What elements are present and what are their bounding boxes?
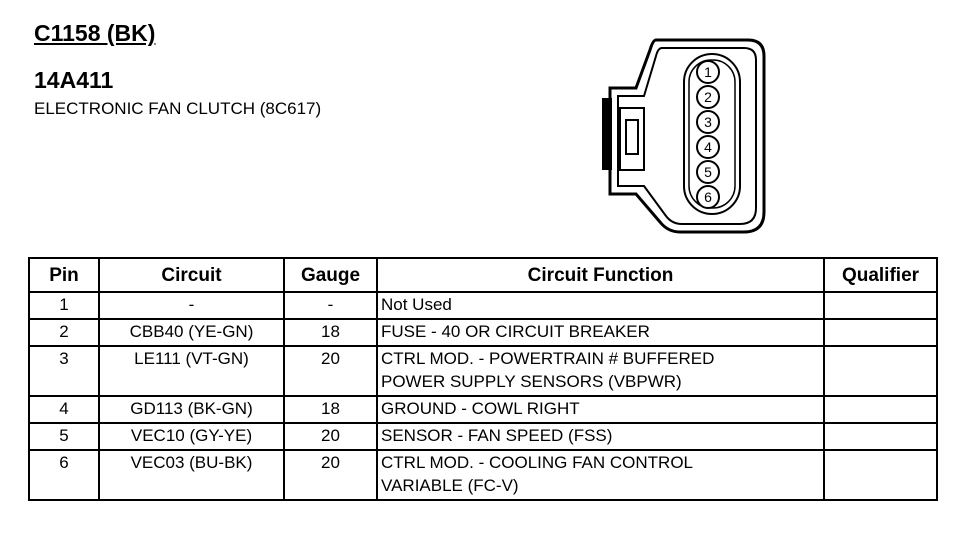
table-row — [29, 346, 937, 396]
connector-description: ELECTRONIC FAN CLUTCH (8C617) — [34, 99, 322, 118]
cell-circuit: GD113 (BK-GN) — [99, 396, 284, 423]
cell-function: SENSOR - FAN SPEED (FSS) — [377, 423, 824, 450]
cell-gauge: - — [284, 292, 377, 319]
cell-function-line1: CTRL MOD. - POWERTRAIN # BUFFERED — [381, 349, 715, 368]
header-pin: Pin — [29, 258, 99, 292]
pin-3-label: 3 — [704, 114, 712, 130]
pin-table — [28, 257, 938, 501]
cell-function-line2: POWER SUPPLY SENSORS (VBPWR) — [381, 372, 682, 391]
cell-function: Not Used — [377, 292, 824, 319]
cell-function — [377, 450, 824, 500]
cell-pin: 5 — [29, 423, 99, 450]
header-circuit: Circuit — [99, 258, 284, 292]
pin-1 — [697, 61, 719, 83]
locking-tab-frame — [620, 108, 644, 170]
cell-qualifier — [824, 319, 937, 346]
cell-gauge: 18 — [284, 319, 377, 346]
locking-tab-window — [626, 120, 638, 154]
cell-gauge: 18 — [284, 396, 377, 423]
cell-qualifier — [824, 292, 937, 319]
table-row — [29, 319, 937, 346]
cell-pin: 2 — [29, 319, 99, 346]
pin-3 — [697, 111, 719, 133]
cell-pin: 6 — [29, 450, 99, 500]
connector-face-diagram — [598, 36, 768, 240]
table-row — [29, 423, 937, 450]
pin-4-label: 4 — [704, 139, 712, 155]
pin-2 — [697, 86, 719, 108]
header-circuit-function: Circuit Function — [377, 258, 824, 292]
pin-6 — [697, 186, 719, 208]
cell-qualifier — [824, 346, 937, 396]
cell-gauge: 20 — [284, 346, 377, 396]
cell-function-line2: VARIABLE (FC-V) — [381, 476, 519, 495]
cell-circuit: - — [99, 292, 284, 319]
cell-gauge: 20 — [284, 450, 377, 500]
table-row — [29, 292, 937, 319]
pin-6-label: 6 — [704, 189, 712, 205]
cell-function: GROUND - COWL RIGHT — [377, 396, 824, 423]
cell-qualifier — [824, 450, 937, 500]
connector-title: C1158 (BK) — [34, 20, 156, 46]
cell-pin: 1 — [29, 292, 99, 319]
pin-5 — [697, 161, 719, 183]
locking-tab-outer — [602, 98, 612, 170]
part-number: 14A411 — [34, 67, 114, 93]
cell-circuit: VEC03 (BU-BK) — [99, 450, 284, 500]
cell-circuit: LE111 (VT-GN) — [99, 346, 284, 396]
cell-circuit: VEC10 (GY-YE) — [99, 423, 284, 450]
cell-gauge: 20 — [284, 423, 377, 450]
table-row — [29, 396, 937, 423]
pin-4 — [697, 136, 719, 158]
header-gauge: Gauge — [284, 258, 377, 292]
cell-circuit: CBB40 (YE-GN) — [99, 319, 284, 346]
table-row — [29, 450, 937, 500]
cell-pin: 3 — [29, 346, 99, 396]
pin-5-label: 5 — [704, 164, 712, 180]
pin-2-label: 2 — [704, 89, 712, 105]
cell-function-line1: CTRL MOD. - COOLING FAN CONTROL — [381, 453, 694, 472]
header-qualifier: Qualifier — [824, 258, 937, 292]
cell-qualifier — [824, 423, 937, 450]
cell-function: FUSE - 40 OR CIRCUIT BREAKER — [377, 319, 824, 346]
cell-qualifier — [824, 396, 937, 423]
pin-1-label: 1 — [704, 64, 712, 80]
table-header-row — [29, 258, 937, 292]
cell-pin: 4 — [29, 396, 99, 423]
cell-function — [377, 346, 824, 396]
